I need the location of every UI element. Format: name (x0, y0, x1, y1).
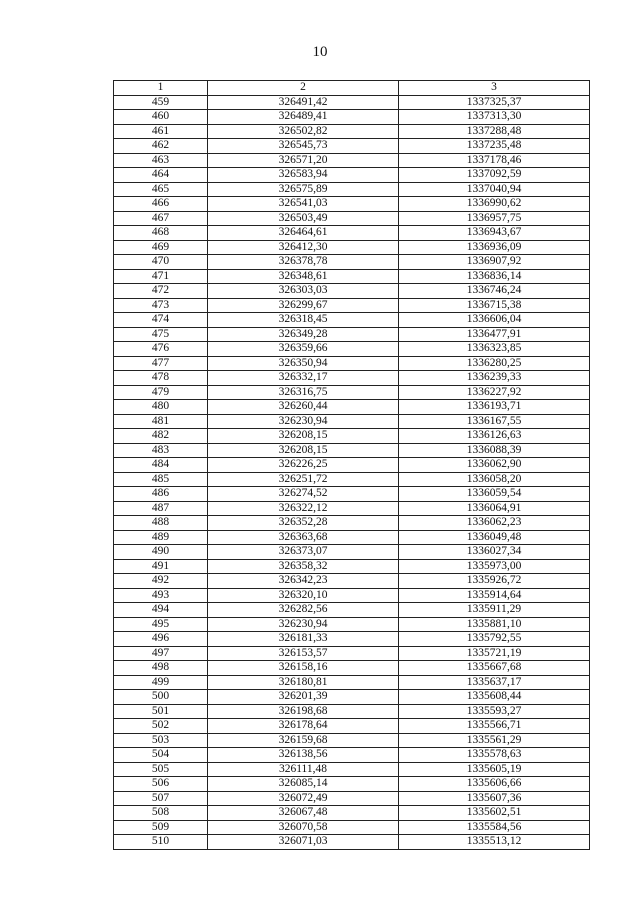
x-coordinate-cell: 326201,39 (208, 690, 399, 705)
x-coordinate-cell: 326412,30 (208, 240, 399, 255)
table-row (114, 400, 590, 415)
table-row (114, 791, 590, 806)
point-number-cell: 496 (114, 632, 208, 647)
x-coordinate-cell: 326299,67 (208, 298, 399, 313)
table-row (114, 313, 590, 328)
x-coordinate-cell: 326464,61 (208, 226, 399, 241)
point-number-cell: 485 (114, 472, 208, 487)
point-number-cell: 464 (114, 168, 208, 183)
y-coordinate-cell: 1336280,25 (399, 356, 590, 371)
table-row (114, 719, 590, 734)
y-coordinate-cell: 1335584,56 (399, 820, 590, 835)
point-number-cell: 490 (114, 545, 208, 560)
x-coordinate-cell: 326350,94 (208, 356, 399, 371)
y-coordinate-cell: 1335667,68 (399, 661, 590, 676)
x-coordinate-cell: 326503,49 (208, 211, 399, 226)
point-number-cell: 494 (114, 603, 208, 618)
table-row (114, 327, 590, 342)
x-coordinate-cell: 326320,10 (208, 588, 399, 603)
table-row (114, 835, 590, 850)
table-row (114, 748, 590, 763)
table-row (114, 574, 590, 589)
x-coordinate-cell: 326358,32 (208, 559, 399, 574)
y-coordinate-cell: 1336193,71 (399, 400, 590, 415)
table-row (114, 269, 590, 284)
y-coordinate-cell: 1337235,48 (399, 139, 590, 154)
table-row (114, 255, 590, 270)
table-row (114, 501, 590, 516)
point-number-cell: 484 (114, 458, 208, 473)
point-number-cell: 468 (114, 226, 208, 241)
point-number-cell: 463 (114, 153, 208, 168)
y-coordinate-cell: 1336836,14 (399, 269, 590, 284)
point-number-cell: 501 (114, 704, 208, 719)
y-coordinate-cell: 1336049,48 (399, 530, 590, 545)
table-row (114, 168, 590, 183)
table-row (114, 414, 590, 429)
table-row (114, 240, 590, 255)
y-coordinate-cell: 1336606,04 (399, 313, 590, 328)
table-row (114, 487, 590, 502)
point-number-cell: 473 (114, 298, 208, 313)
x-coordinate-cell: 326545,73 (208, 139, 399, 154)
point-number-cell: 460 (114, 110, 208, 125)
column-header-2: 2 (208, 81, 399, 96)
point-number-cell: 471 (114, 269, 208, 284)
x-coordinate-cell: 326502,82 (208, 124, 399, 139)
y-coordinate-cell: 1336943,67 (399, 226, 590, 241)
table-row (114, 342, 590, 357)
x-coordinate-cell: 326067,48 (208, 806, 399, 821)
y-coordinate-cell: 1335881,10 (399, 617, 590, 632)
table-row (114, 110, 590, 125)
point-number-cell: 486 (114, 487, 208, 502)
y-coordinate-cell: 1336059,54 (399, 487, 590, 502)
y-coordinate-cell: 1335914,64 (399, 588, 590, 603)
y-coordinate-cell: 1337313,30 (399, 110, 590, 125)
point-number-cell: 505 (114, 762, 208, 777)
point-number-cell: 482 (114, 429, 208, 444)
point-number-cell: 466 (114, 197, 208, 212)
point-number-cell: 483 (114, 443, 208, 458)
table-row (114, 472, 590, 487)
table-row (114, 646, 590, 661)
y-coordinate-cell: 1335605,19 (399, 762, 590, 777)
point-number-cell: 467 (114, 211, 208, 226)
x-coordinate-cell: 326111,48 (208, 762, 399, 777)
point-number-cell: 474 (114, 313, 208, 328)
y-coordinate-cell: 1335513,12 (399, 835, 590, 850)
y-coordinate-cell: 1336239,33 (399, 371, 590, 386)
table-row (114, 603, 590, 618)
table-row (114, 298, 590, 313)
y-coordinate-cell: 1337325,37 (399, 95, 590, 110)
y-coordinate-cell: 1336126,63 (399, 429, 590, 444)
table-row (114, 661, 590, 676)
table-row (114, 632, 590, 647)
table-row (114, 762, 590, 777)
point-number-cell: 478 (114, 371, 208, 386)
y-coordinate-cell: 1337092,59 (399, 168, 590, 183)
table-row (114, 516, 590, 531)
table-row (114, 95, 590, 110)
x-coordinate-cell: 326274,52 (208, 487, 399, 502)
table-row (114, 226, 590, 241)
table-row (114, 559, 590, 574)
table-row (114, 733, 590, 748)
point-number-cell: 472 (114, 284, 208, 299)
y-coordinate-cell: 1336058,20 (399, 472, 590, 487)
x-coordinate-cell: 326072,49 (208, 791, 399, 806)
y-coordinate-cell: 1335602,51 (399, 806, 590, 821)
table-row (114, 429, 590, 444)
y-coordinate-cell: 1336062,23 (399, 516, 590, 531)
point-number-cell: 470 (114, 255, 208, 270)
point-number-cell: 498 (114, 661, 208, 676)
point-number-cell: 506 (114, 777, 208, 792)
page-number: 10 (312, 44, 328, 60)
table-row (114, 385, 590, 400)
column-header-1: 1 (114, 81, 208, 96)
y-coordinate-cell: 1336167,55 (399, 414, 590, 429)
x-coordinate-cell: 326181,33 (208, 632, 399, 647)
x-coordinate-cell: 326230,94 (208, 617, 399, 632)
y-coordinate-cell: 1335561,29 (399, 733, 590, 748)
x-coordinate-cell: 326138,56 (208, 748, 399, 763)
table-row (114, 617, 590, 632)
y-coordinate-cell: 1336957,75 (399, 211, 590, 226)
y-coordinate-cell: 1336323,85 (399, 342, 590, 357)
x-coordinate-cell: 326318,45 (208, 313, 399, 328)
point-number-cell: 459 (114, 95, 208, 110)
point-number-cell: 491 (114, 559, 208, 574)
x-coordinate-cell: 326178,64 (208, 719, 399, 734)
table-row (114, 139, 590, 154)
x-coordinate-cell: 326180,81 (208, 675, 399, 690)
x-coordinate-cell: 326071,03 (208, 835, 399, 850)
y-coordinate-cell: 1335578,63 (399, 748, 590, 763)
y-coordinate-cell: 1336062,90 (399, 458, 590, 473)
x-coordinate-cell: 326230,94 (208, 414, 399, 429)
y-coordinate-cell: 1335637,17 (399, 675, 590, 690)
point-number-cell: 489 (114, 530, 208, 545)
y-coordinate-cell: 1337040,94 (399, 182, 590, 197)
x-coordinate-cell: 326198,68 (208, 704, 399, 719)
point-number-cell: 479 (114, 385, 208, 400)
x-coordinate-cell: 326208,15 (208, 429, 399, 444)
y-coordinate-cell: 1335566,71 (399, 719, 590, 734)
point-number-cell: 497 (114, 646, 208, 661)
y-coordinate-cell: 1335721,19 (399, 646, 590, 661)
y-coordinate-cell: 1335926,72 (399, 574, 590, 589)
x-coordinate-cell: 326348,61 (208, 269, 399, 284)
table-row (114, 443, 590, 458)
point-number-cell: 509 (114, 820, 208, 835)
x-coordinate-cell: 326159,68 (208, 733, 399, 748)
y-coordinate-cell: 1337178,46 (399, 153, 590, 168)
y-coordinate-cell: 1335973,00 (399, 559, 590, 574)
y-coordinate-cell: 1336907,92 (399, 255, 590, 270)
table-row (114, 124, 590, 139)
table-row (114, 545, 590, 560)
table-header-row (114, 81, 590, 96)
y-coordinate-cell: 1335606,66 (399, 777, 590, 792)
table-row (114, 458, 590, 473)
x-coordinate-cell: 326316,75 (208, 385, 399, 400)
point-number-cell: 469 (114, 240, 208, 255)
y-coordinate-cell: 1336027,34 (399, 545, 590, 560)
x-coordinate-cell: 326260,44 (208, 400, 399, 415)
x-coordinate-cell: 326571,20 (208, 153, 399, 168)
point-number-cell: 493 (114, 588, 208, 603)
table-row (114, 675, 590, 690)
point-number-cell: 477 (114, 356, 208, 371)
table-row (114, 211, 590, 226)
table-row (114, 530, 590, 545)
table-row (114, 197, 590, 212)
y-coordinate-cell: 1336088,39 (399, 443, 590, 458)
x-coordinate-cell: 326085,14 (208, 777, 399, 792)
y-coordinate-cell: 1336715,38 (399, 298, 590, 313)
point-number-cell: 500 (114, 690, 208, 705)
x-coordinate-cell: 326303,03 (208, 284, 399, 299)
x-coordinate-cell: 326070,58 (208, 820, 399, 835)
point-number-cell: 462 (114, 139, 208, 154)
table-row (114, 704, 590, 719)
x-coordinate-cell: 326349,28 (208, 327, 399, 342)
point-number-cell: 503 (114, 733, 208, 748)
y-coordinate-cell: 1336936,09 (399, 240, 590, 255)
table-row (114, 356, 590, 371)
point-number-cell: 510 (114, 835, 208, 850)
table-row (114, 690, 590, 705)
point-number-cell: 499 (114, 675, 208, 690)
table-row (114, 820, 590, 835)
x-coordinate-cell: 326322,12 (208, 501, 399, 516)
y-coordinate-cell: 1335607,36 (399, 791, 590, 806)
table-row (114, 777, 590, 792)
x-coordinate-cell: 326251,72 (208, 472, 399, 487)
table-row (114, 284, 590, 299)
x-coordinate-cell: 326541,03 (208, 197, 399, 212)
table-row (114, 182, 590, 197)
x-coordinate-cell: 326332,17 (208, 371, 399, 386)
column-header-3: 3 (399, 81, 590, 96)
point-number-cell: 492 (114, 574, 208, 589)
x-coordinate-cell: 326282,56 (208, 603, 399, 618)
point-number-cell: 507 (114, 791, 208, 806)
x-coordinate-cell: 326158,16 (208, 661, 399, 676)
point-number-cell: 475 (114, 327, 208, 342)
x-coordinate-cell: 326491,42 (208, 95, 399, 110)
x-coordinate-cell: 326226,25 (208, 458, 399, 473)
y-coordinate-cell: 1336064,91 (399, 501, 590, 516)
y-coordinate-cell: 1335593,27 (399, 704, 590, 719)
point-number-cell: 487 (114, 501, 208, 516)
point-number-cell: 488 (114, 516, 208, 531)
point-number-cell: 480 (114, 400, 208, 415)
x-coordinate-cell: 326153,57 (208, 646, 399, 661)
y-coordinate-cell: 1335608,44 (399, 690, 590, 705)
point-number-cell: 504 (114, 748, 208, 763)
table-row (114, 153, 590, 168)
point-number-cell: 481 (114, 414, 208, 429)
y-coordinate-cell: 1335792,55 (399, 632, 590, 647)
y-coordinate-cell: 1335911,29 (399, 603, 590, 618)
point-number-cell: 465 (114, 182, 208, 197)
x-coordinate-cell: 326352,28 (208, 516, 399, 531)
x-coordinate-cell: 326208,15 (208, 443, 399, 458)
x-coordinate-cell: 326359,66 (208, 342, 399, 357)
y-coordinate-cell: 1336746,24 (399, 284, 590, 299)
point-number-cell: 508 (114, 806, 208, 821)
x-coordinate-cell: 326489,41 (208, 110, 399, 125)
x-coordinate-cell: 326575,89 (208, 182, 399, 197)
y-coordinate-cell: 1336990,62 (399, 197, 590, 212)
y-coordinate-cell: 1336477,91 (399, 327, 590, 342)
table-body (114, 95, 590, 849)
table-row (114, 588, 590, 603)
point-number-cell: 476 (114, 342, 208, 357)
point-number-cell: 502 (114, 719, 208, 734)
x-coordinate-cell: 326583,94 (208, 168, 399, 183)
x-coordinate-cell: 326342,23 (208, 574, 399, 589)
table-row (114, 806, 590, 821)
y-coordinate-cell: 1337288,48 (399, 124, 590, 139)
x-coordinate-cell: 326373,07 (208, 545, 399, 560)
point-number-cell: 461 (114, 124, 208, 139)
y-coordinate-cell: 1336227,92 (399, 385, 590, 400)
coordinates-table (113, 80, 590, 850)
point-number-cell: 495 (114, 617, 208, 632)
x-coordinate-cell: 326378,78 (208, 255, 399, 270)
x-coordinate-cell: 326363,68 (208, 530, 399, 545)
table-row (114, 371, 590, 386)
